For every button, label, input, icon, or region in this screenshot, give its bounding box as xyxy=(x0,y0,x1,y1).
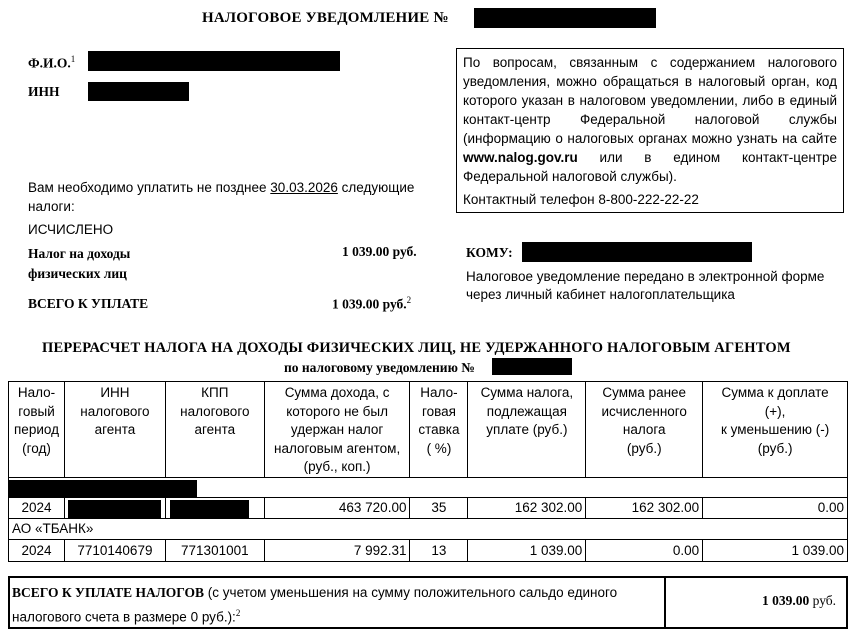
fio-redaction xyxy=(88,51,340,71)
grand-total-amount: 1 039.00 xyxy=(762,593,810,608)
table-header-row xyxy=(9,382,848,478)
agent1-name-row xyxy=(9,477,848,497)
recipient-redaction xyxy=(522,242,752,262)
grand-total-amount-wrap xyxy=(762,593,836,609)
fio-label: Ф.И.О.$^1$ xyxy=(28,54,76,71)
recalc-table xyxy=(8,381,848,562)
col-header-tax-prev: Сумма ранее исчисленного налога (руб.) xyxy=(586,382,703,478)
row1-income: 463 720.00 xyxy=(264,497,410,518)
row2-rate: 13 xyxy=(410,539,468,561)
total-footnote: 2 xyxy=(406,295,412,305)
row2-tax-prev: 0.00 xyxy=(586,539,703,561)
notice-number-redaction xyxy=(474,8,656,28)
row2-tax-due: 1 039.00 xyxy=(468,539,586,561)
row1-kpp xyxy=(165,497,264,518)
grand-total-label: ВСЕГО К УПЛАТЕ НАЛОГОВ xyxy=(12,585,205,600)
nalog-link[interactable]: www.nalog.gov.ru xyxy=(463,150,578,165)
grand-total-note-2: налогового счета в размере 0 руб.): xyxy=(12,609,236,625)
row1-inn-redaction xyxy=(68,500,161,518)
fio-footnote: 1 xyxy=(70,54,76,64)
row2-year: 2024 xyxy=(9,539,65,561)
calculated-label: ИСЧИСЛЕНО xyxy=(28,222,114,237)
row1-tax-prev: 162 302.00 xyxy=(586,497,703,518)
table-row xyxy=(9,539,848,561)
table-row xyxy=(9,497,848,518)
col-header-rate: Нало- говая ставка ( %) xyxy=(410,382,468,478)
contact-phone: Контактный телефон 8-800-222-22-22 xyxy=(463,192,699,207)
inn-label: ИНН xyxy=(28,84,60,99)
col-header-agent-kpp: КПП налогового агента xyxy=(165,382,264,478)
grand-total-note-1: (с учетом уменьшения на сумму положительного сальдо единого xyxy=(204,585,618,600)
col-header-period: Нало- говый период (год) xyxy=(9,382,65,478)
recalc-number-redaction xyxy=(492,358,572,375)
delivery-note: Налоговое уведомление передано в электронной форме через личный кабинет налогоплательщика xyxy=(466,269,825,302)
recalc-subtitle: по налоговому уведомлению № xyxy=(284,360,475,375)
col-header-income: Сумма дохода, с которого не был удержан налог налоговым агентом, (руб., коп.) xyxy=(264,382,410,478)
total-label: ВСЕГО К УПЛАТЕ xyxy=(28,296,149,311)
tax-name: Налог на доходы физических лиц xyxy=(28,246,131,281)
row1-inn xyxy=(64,497,165,518)
due-date: 30.03.2026 xyxy=(270,180,338,195)
info-box-text: По вопросам, связанным с содержанием налогового уведомления, можно обращаться в налоговый орган, код которого указан в налоговом уведомлении, либо в единый контакт-центр Федеральной налоговой службы (информацию о налоговых органах можно узнать на сайте www.nalog.gov.ru или в едином контакт-центре Федеральной налоговой службы). xyxy=(463,55,837,184)
agent2-name: АО «ТБАНК» xyxy=(9,518,848,539)
grand-total-footnote: 2 xyxy=(235,608,241,618)
inn-redaction xyxy=(88,82,189,101)
row1-tax-due: 162 302.00 xyxy=(468,497,586,518)
row1-year: 2024 xyxy=(9,497,65,518)
agent1-name-redaction xyxy=(9,480,197,497)
row1-diff: 0.00 xyxy=(703,497,848,518)
recalc-title: ПЕРЕРАСЧЕТ НАЛОГА НА ДОХОДЫ ФИЗИЧЕСКИХ ЛИЦ, НЕ УДЕРЖАННОГО НАЛОГОВЫМ АГЕНТОМ xyxy=(42,340,791,356)
col-header-tax-due: Сумма налога, подлежащая уплате (руб.) xyxy=(468,382,586,478)
grand-total-divider xyxy=(664,578,666,627)
agent2-name-row xyxy=(9,518,848,539)
payment-intro: Вам необходимо уплатить не позднее 30.03.2026 следующие налоги: xyxy=(28,180,415,214)
row2-income: 7 992.31 xyxy=(264,539,410,561)
grand-total-text xyxy=(12,582,662,628)
info-box xyxy=(456,48,844,213)
total-amount: 1 039.00 руб.$^2$ xyxy=(332,295,412,312)
row1-kpp-redaction xyxy=(170,500,249,518)
col-header-agent-inn: ИНН налогового агента xyxy=(64,382,165,478)
grand-total-currency: руб. xyxy=(812,593,837,608)
row2-inn: 7710140679 xyxy=(64,539,165,561)
agent1-name-cell xyxy=(9,477,848,497)
row1-rate: 35 xyxy=(410,497,468,518)
tax-amount: 1 039.00 руб. xyxy=(342,244,417,259)
row2-kpp: 771301001 xyxy=(165,539,264,561)
col-header-diff: Сумма к доплате (+), к уменьшению (-) (руб.) xyxy=(703,382,848,478)
grand-total-box xyxy=(8,576,848,629)
notice-title: НАЛОГОВОЕ УВЕДОМЛЕНИЕ № xyxy=(202,10,449,26)
row2-diff: 1 039.00 xyxy=(703,539,848,561)
recipient-label: КОМУ: xyxy=(466,245,513,260)
